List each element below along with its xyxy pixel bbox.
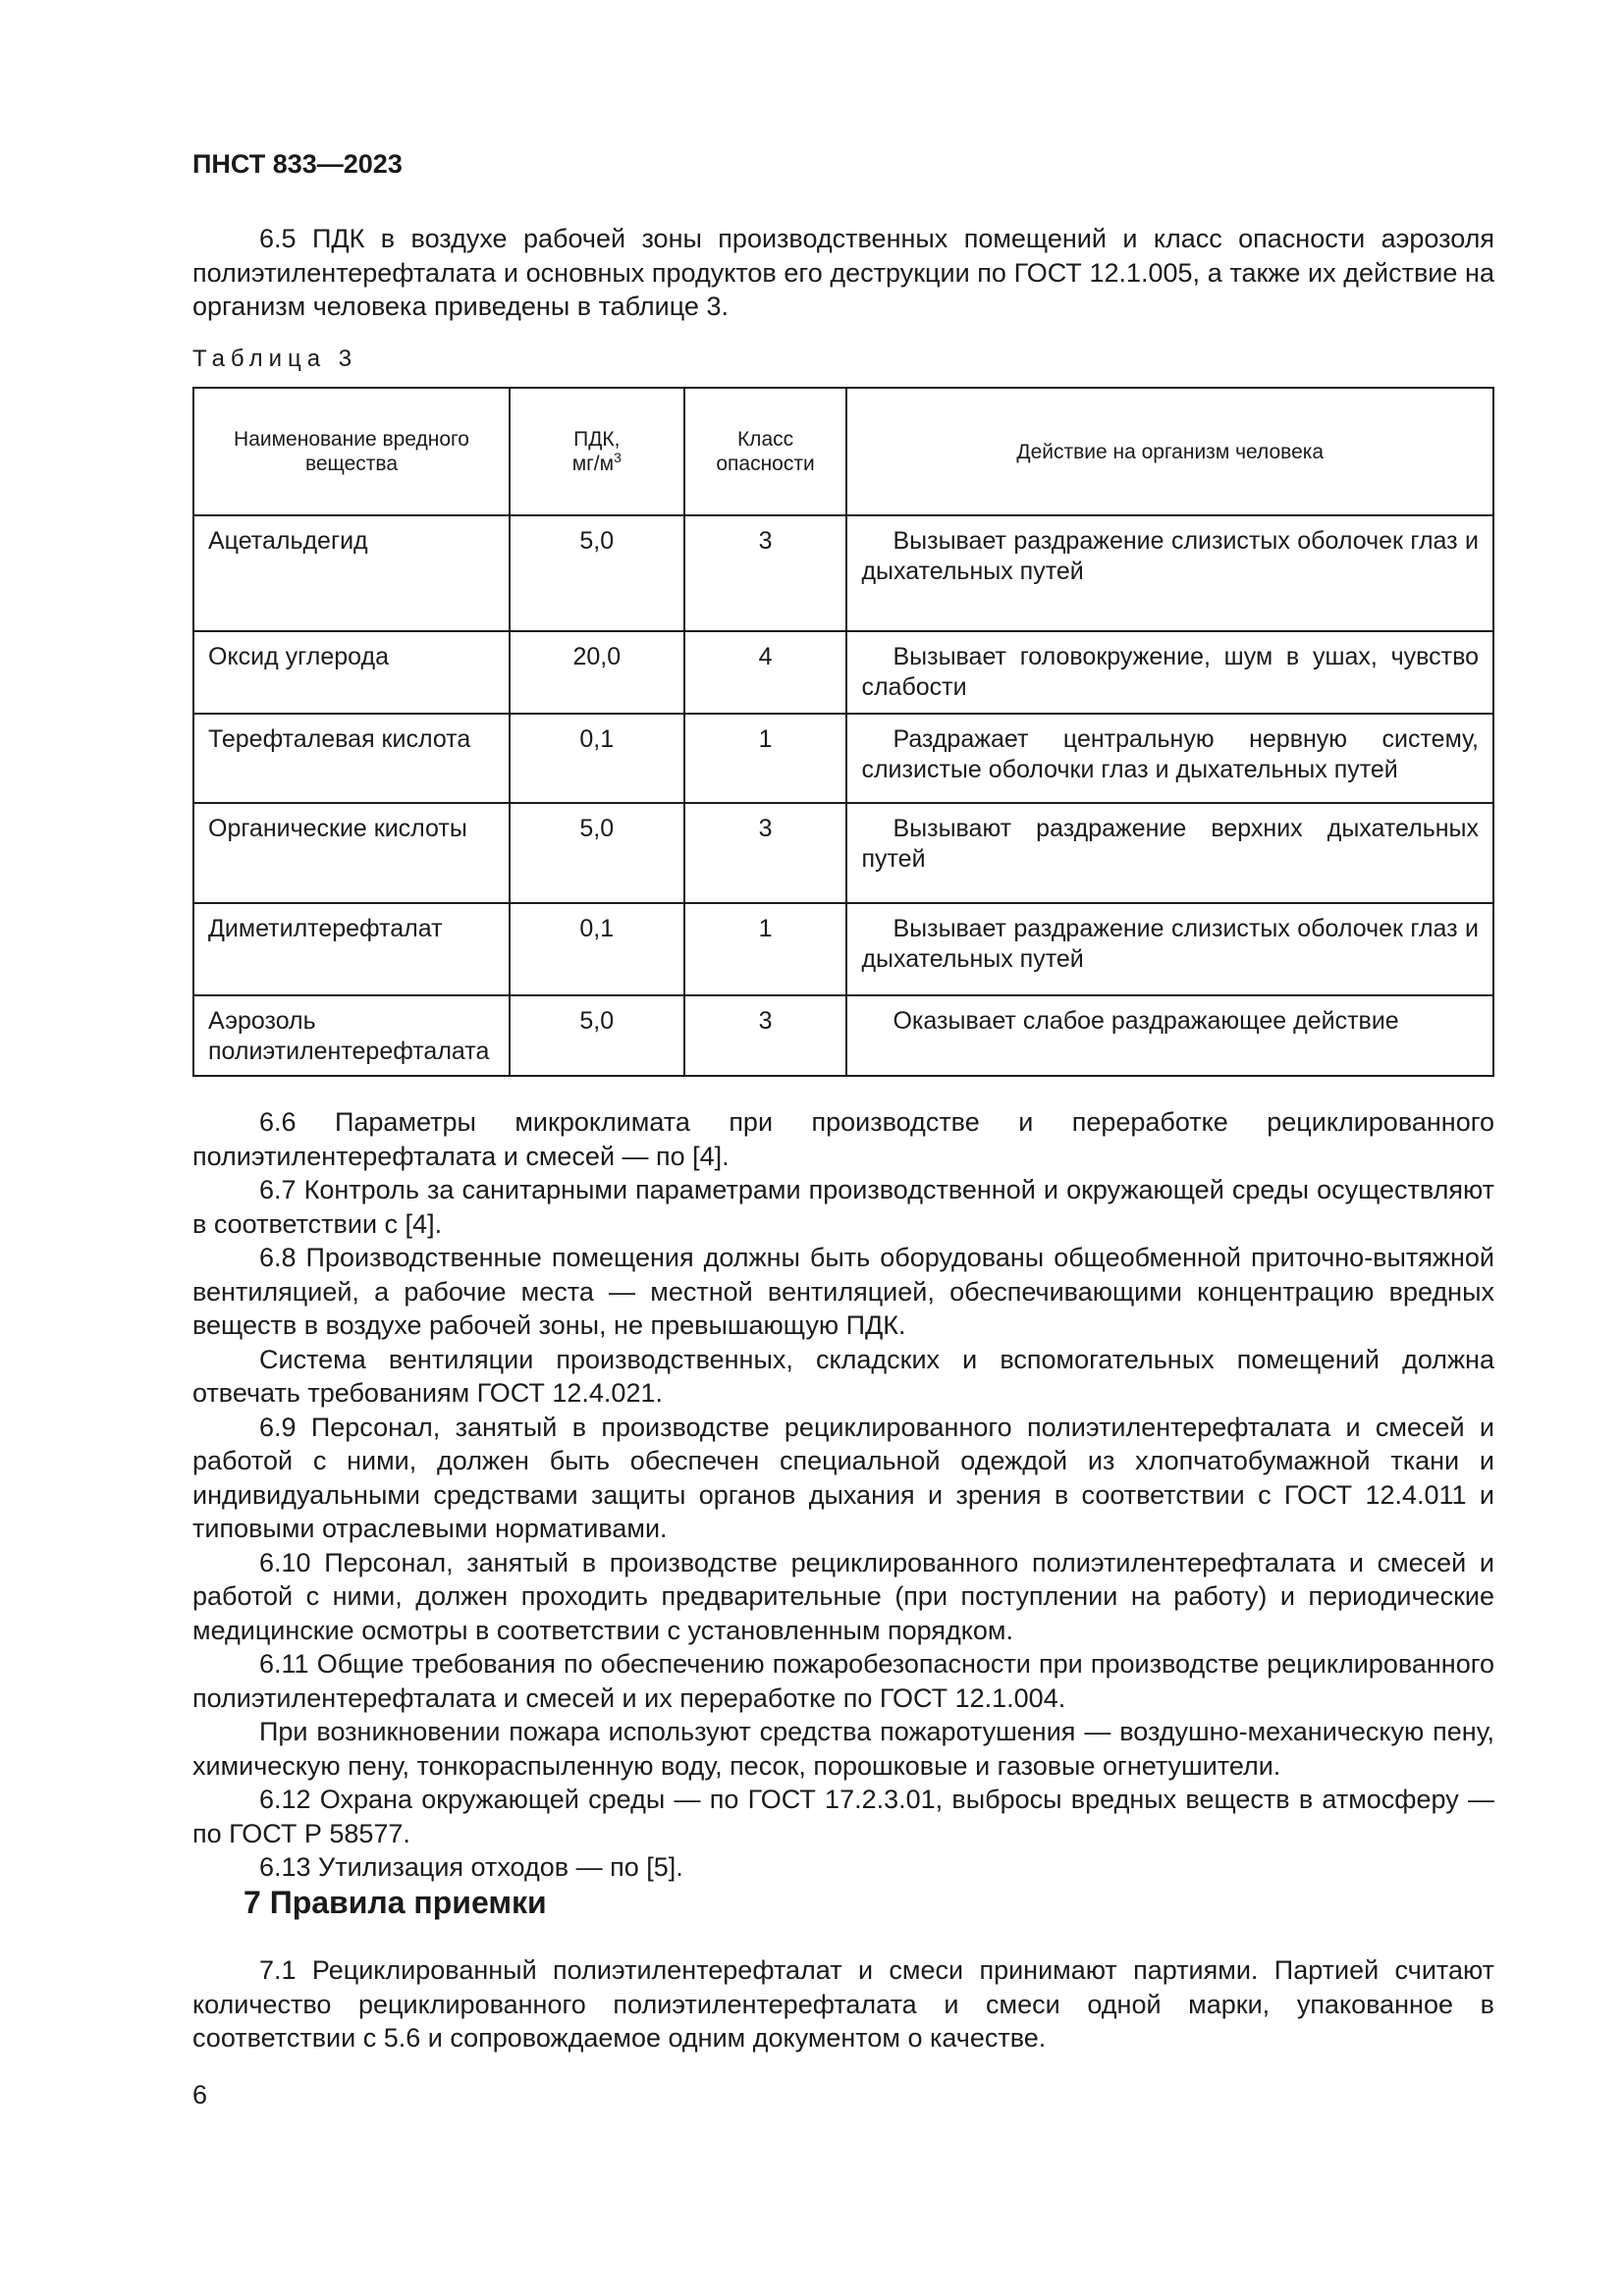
paragraph-6-5: 6.5 ПДК в воздухе рабочей зоны производственных помещений и класс опасности аэрозоля полиэтилентерефталата и основных продуктов его деструкции по ГОСТ 12.1.005, а также их действие на организм человека приведены в таблице 3. xyxy=(192,224,1494,321)
cell-hazard: 3 xyxy=(684,803,847,903)
table-row xyxy=(193,995,1493,1076)
cell-name: Ацетальдегид xyxy=(193,515,510,631)
table-header-row xyxy=(193,388,1493,515)
paragraph-6-7: 6.7 Контроль за санитарными параметрами производственной и окружающей среды осуществляют в соответствии с [4]. xyxy=(192,1175,1494,1239)
paragraph-6-10: 6.10 Персонал, занятый в производстве рециклированного полиэтилентерефталата и смесей и работой с ними, должен проходить предварительные (при поступлении на работу) и периодические медицинские осмотры в соответствии с установленным порядком. xyxy=(192,1547,1494,1645)
document-id: ПНСТ 833—2023 xyxy=(192,149,403,179)
header-name: Наименование вредного вещества xyxy=(193,388,510,515)
page-number: 6 xyxy=(192,2080,208,2109)
cell-pdk: 5,0 xyxy=(510,995,684,1076)
cell-effect: Вызывает раздражение слизистых оболочек глаз и дыхательных путей xyxy=(846,903,1493,995)
cell-effect: Раздражает центральную нервную систему, слизистые оболочки глаз и дыхательных путей xyxy=(846,714,1493,803)
table-caption: Таблица 3 xyxy=(192,346,358,372)
paragraph-6-11-fire: При возникновении пожара используют средства пожаротушения — воздушно-механическую пену, химическую пену, тонкораспыленную воду, песок, порошковые и газовые огнетушители. xyxy=(192,1717,1494,1781)
section-7-title: 7 Правила приемки xyxy=(244,1885,547,1920)
paragraph-6-8-ventilation: Система вентиляции производственных, складских и вспомогательных помещений должна отвечать требованиям ГОСТ 12.4.021. xyxy=(192,1344,1494,1408)
section-7-block xyxy=(192,1953,1494,2056)
cell-hazard: 3 xyxy=(684,995,847,1076)
header-effect: Действие на организм человека xyxy=(846,388,1493,515)
header-hazard: Класс опасности xyxy=(684,388,847,515)
cell-effect: Вызывают раздражение верхних дыхательных путей xyxy=(846,803,1493,903)
paragraph-6-11: 6.11 Общие требования по обеспечению пожаробезопасности при производстве рециклированного полиэтилентерефталата и смесей и их переработке по ГОСТ 12.1.004. xyxy=(192,1649,1494,1713)
table-row xyxy=(193,803,1493,903)
cell-hazard: 1 xyxy=(684,903,847,995)
cell-pdk: 0,1 xyxy=(510,714,684,803)
paragraph-7-1: 7.1 Рециклированный полиэтилентерефталат и смеси принимают партиями. Партией считают количество рециклированного полиэтилентерефталата и смеси одной марки, упакованное в соответствии с 5.6 и сопровождаемое одним документом о качестве. xyxy=(192,1955,1494,2053)
paragraph-6-6: 6.6 Параметры микроклимата при производстве и переработке рециклированного полиэтилентерефталата и смесей — по [4]. xyxy=(192,1107,1494,1171)
paragraph-6-12: 6.12 Охрана окружающей среды — по ГОСТ 17.2.3.01, выбросы вредных веществ в атмосферу — по ГОСТ Р 58577. xyxy=(192,1785,1494,1848)
cell-pdk: 0,1 xyxy=(510,903,684,995)
cell-effect: Оказывает слабое раздражающее действие xyxy=(846,995,1493,1076)
cell-pdk: 5,0 xyxy=(510,515,684,631)
body-block xyxy=(192,1105,1494,1885)
cell-name: Аэрозоль полиэтилентерефталата xyxy=(193,995,510,1076)
table-row xyxy=(193,714,1493,803)
cell-effect: Вызывает раздражение слизистых оболочек глаз и дыхательных путей xyxy=(846,515,1493,631)
paragraph-6-8: 6.8 Производственные помещения должны быть оборудованы общеобменной приточно-вытяжной вентиляцией, а рабочие места — местной вентиляцией, обеспечивающими концентрацию вредных веществ в воздухе рабочей зоны, не превышающую ПДК. xyxy=(192,1243,1494,1340)
header-pdk: ПДК, $мг/м^3$ xyxy=(510,388,684,515)
paragraph-6-13: 6.13 Утилизация отходов — по [5]. xyxy=(259,1852,683,1882)
cell-pdk: 5,0 xyxy=(510,803,684,903)
intro-block xyxy=(192,222,1494,324)
cell-name: Органические кислоты xyxy=(193,803,510,903)
cell-pdk: 20,0 xyxy=(510,631,684,714)
cell-hazard: 3 xyxy=(684,515,847,631)
cell-name: Терефталевая кислота xyxy=(193,714,510,803)
paragraph-6-9: 6.9 Персонал, занятый в производстве рециклированного полиэтилентерефталата и смесей и работой с ними, должен быть обеспечен специальной одеждой из хлопчатобумажной ткани и индивидуальными средствами защиты органов дыхания и зрения в соответствии с ГОСТ 12.4.011 и типовыми отраслевыми нормативами. xyxy=(192,1412,1494,1543)
cell-hazard: 1 xyxy=(684,714,847,803)
table-row xyxy=(193,631,1493,714)
hazard-table xyxy=(192,387,1494,1077)
table-row xyxy=(193,903,1493,995)
cell-effect: Вызывает головокружение, шум в ушах, чувство слабости xyxy=(846,631,1493,714)
cell-name: Оксид углерода xyxy=(193,631,510,714)
table-row xyxy=(193,515,1493,631)
cell-name: Диметилтерефталат xyxy=(193,903,510,995)
cell-hazard: 4 xyxy=(684,631,847,714)
